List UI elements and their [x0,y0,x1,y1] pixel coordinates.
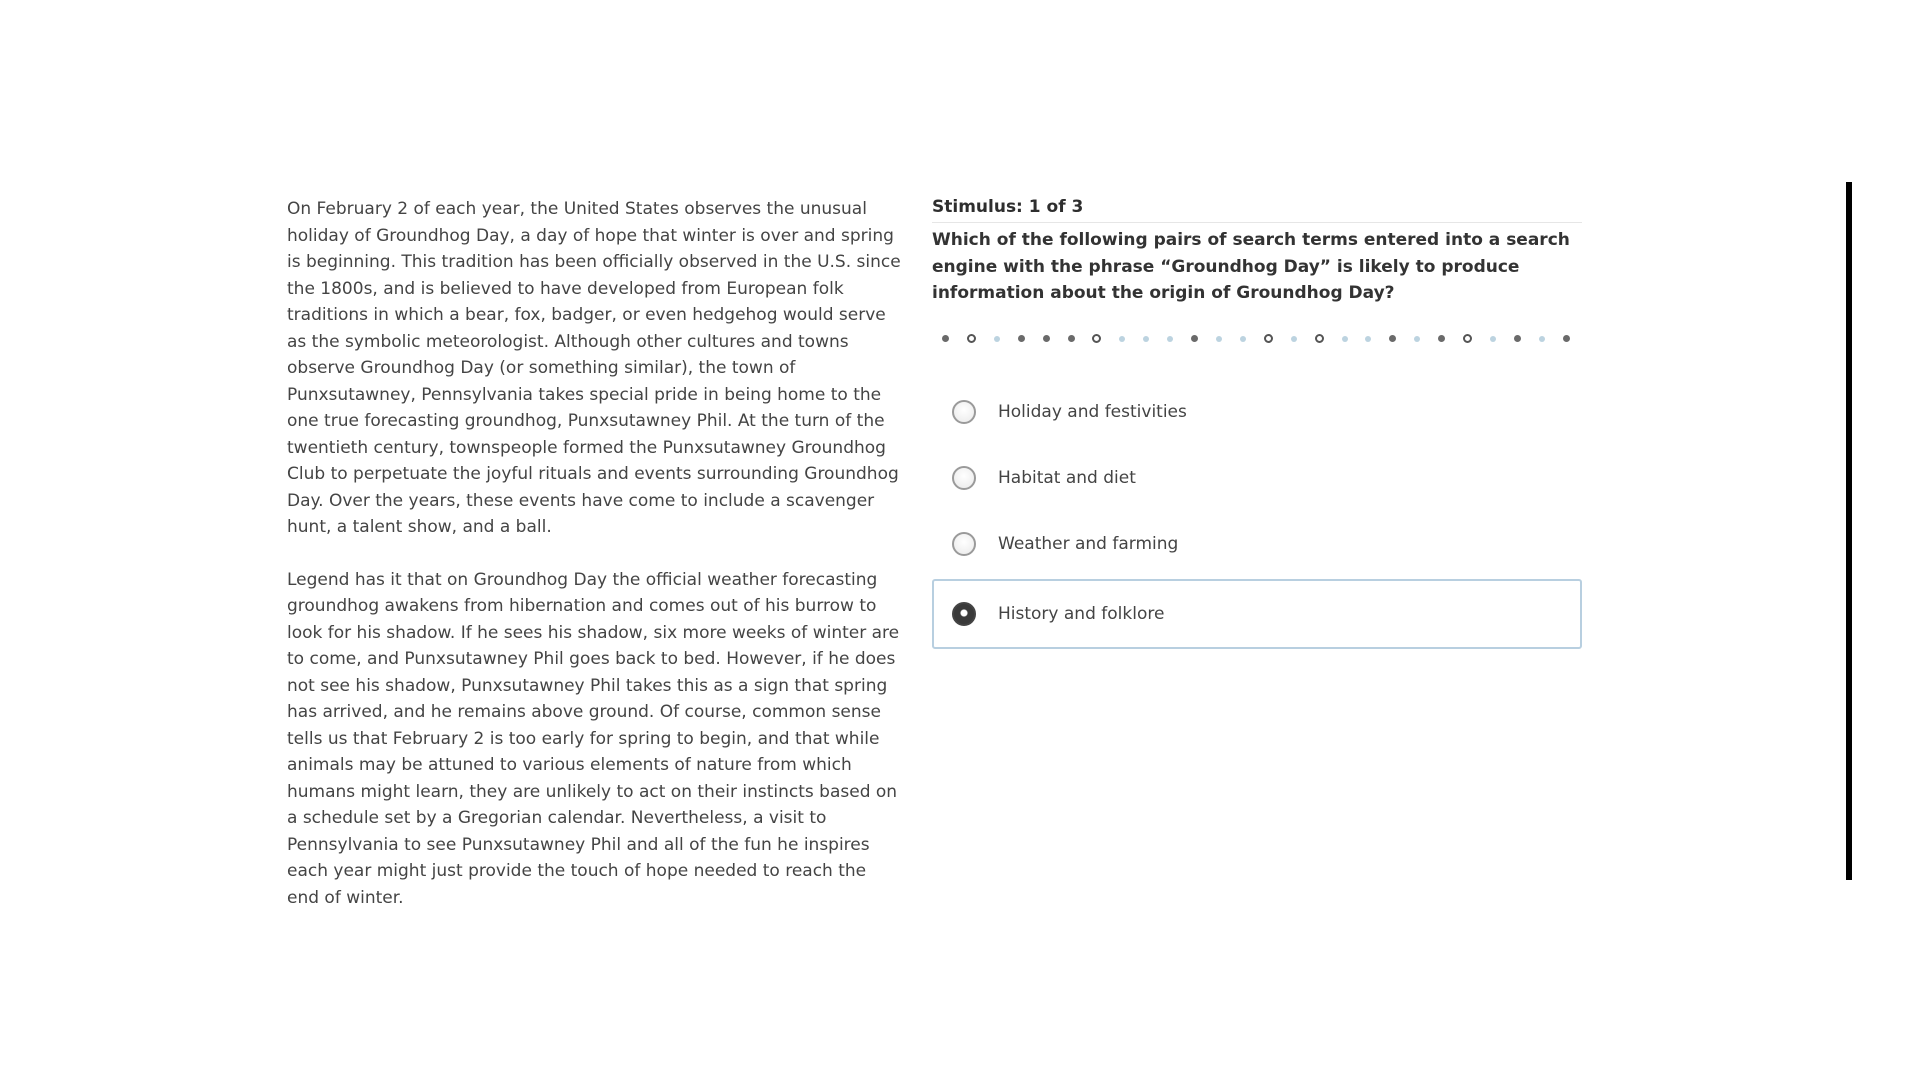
progress-dot-icon [1191,335,1198,342]
progress-dot-icon [967,334,976,343]
progress-dot-icon [1264,334,1273,343]
passage-paragraph-2: Legend has it that on Groundhog Day the official weather forecasting groundhog awakens from hibernation and comes out of his burrow to look for his shadow. If he sees his shadow, six more weeks of winter are to come, and Punxsutawney Phil goes back to bed. However, if he does not see his shadow, Punxsutawney Phil takes this as a sign that spring has arrived, and he remains above ground. Of course, common sense tells us that February 2 is too early for spring to begin, and that while animals may be attuned to various elements of nature from which humans might learn, they are unlikely to act on their instincts based on a schedule set by a Gregorian calendar. Nevertheless, a visit to Pennsylvania to see Punxsutawney Phil and all of the fun he inspires each year might just provide the touch of hope needed to reach the end of winter. [287,569,900,908]
progress-dot-icon [1514,335,1521,342]
progress-dot-icon [1018,335,1025,342]
scrollbar[interactable] [1846,182,1852,880]
radio-button-icon[interactable] [952,532,976,556]
progress-dot-icon [1068,335,1075,342]
answer-options [932,379,1582,649]
progress-dot-icon [1216,336,1222,342]
answer-option-label: Weather and farming [998,533,1179,554]
answer-option-3[interactable] [932,511,1582,577]
progress-dot-icon [1043,335,1050,342]
progress-dot-icon [1342,336,1348,342]
answer-option-2[interactable] [932,445,1582,511]
radio-button-icon[interactable] [952,400,976,424]
radio-button-icon[interactable] [952,466,976,490]
answer-option-1[interactable] [932,379,1582,445]
progress-dot-icon [1291,336,1297,342]
stimulus-label: Stimulus: 1 of 3 [932,196,1582,223]
radio-button-selected-icon[interactable] [952,602,976,626]
progress-dot-icon [1490,336,1496,342]
progress-dot-icon [1463,334,1472,343]
progress-dots [932,331,1582,347]
progress-dot-icon [1092,334,1101,343]
progress-dot-icon [1315,334,1324,343]
progress-dot-icon [1414,336,1420,342]
progress-dot-icon [1143,336,1149,342]
progress-dot-icon [1563,335,1570,342]
progress-dot-icon [1539,336,1545,342]
answer-option-label: History and folklore [998,603,1165,624]
progress-dot-icon [1119,336,1125,342]
progress-dot-icon [994,336,1000,342]
progress-dot-icon [1438,335,1445,342]
progress-dot-icon [1389,335,1396,342]
passage-paragraph-1: On February 2 of each year, the United States observes the unusual holiday of Groundhog Day, a day of hope that winter is over and spring is beginning. This tradition has been officially observed in the U.S. since the 1800s, and is believed to have developed from European folk traditions in which a bear, fox, badger, or even hedgehog would serve as the symbolic meteorologist. Although other cultures and towns observe Groundhog Day (or something similar), the town of Punxsutawney, Pennsylvania takes special pride in being home to the one true forecasting groundhog, Punxsutawney Phil. At the turn of the twentieth century, townspeople formed the Punxsutawney Groundhog Club to perpetuate the joyful rituals and events surrounding Groundhog Day. Over the years, these events have come to include a scavenger hunt, a talent show, and a ball. [287,199,901,537]
question-pane [932,196,1582,649]
answer-option-4[interactable] [932,579,1582,649]
reading-passage [287,196,902,937]
progress-dot-icon [1167,336,1173,342]
answer-option-label: Holiday and festivities [998,401,1187,422]
answer-option-label: Habitat and diet [998,467,1136,488]
question-prompt: Which of the following pairs of search terms entered into a search engine with the phrase “Groundhog Day” is likely to produce information about the origin of Groundhog Day? [932,230,1570,303]
progress-dot-icon [1240,336,1246,342]
progress-dot-icon [1365,336,1371,342]
progress-dot-icon [942,335,949,342]
